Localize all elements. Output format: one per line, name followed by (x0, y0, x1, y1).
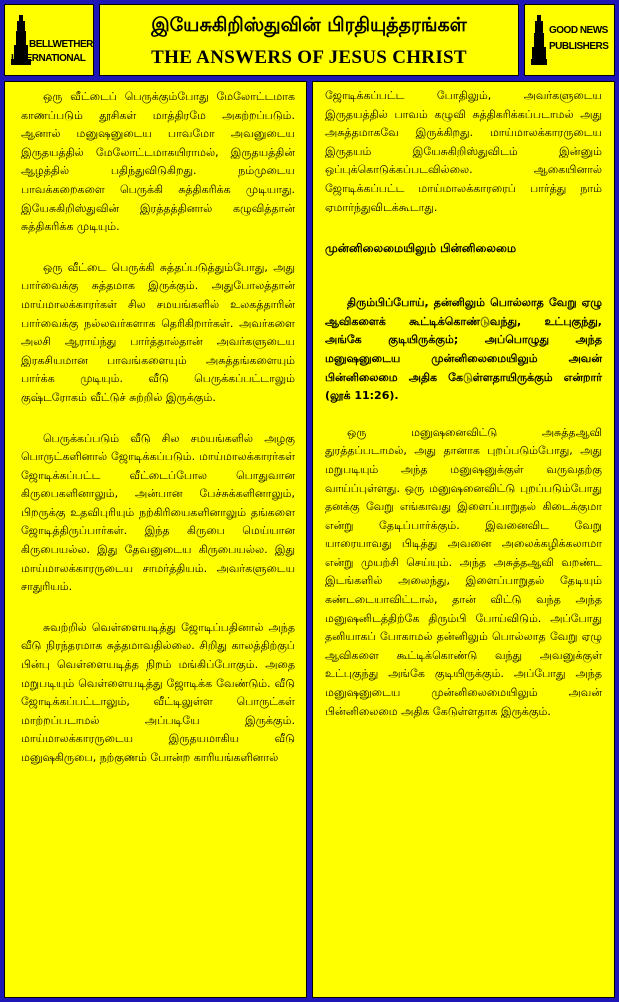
good-news-logo-box (524, 4, 615, 76)
paragraph: ஒரு வீட்டை பெருக்கி சுத்தப்படுத்தும்போது, அது பார்வைக்கு சுத்தமாக இருக்கும். அதுபோலத்தான் மாய்மாலக்காரர்கள் சில சமயங்களில் உலகத்தாரின் பார்வைக்கு நல்லவர்களாக தெரிகிறார்கள். அவர்களை அலசி ஆராய்ந்து பார்த்தால்தான் அவர்களுடைய இரகசியமான பாவங்களையும் அசுத்தங்களையும் பார்க்க முடியும். வீடு பெருக்கப்பட்டாலும் குஷ்டரோகம் வீட்டுச் சுற்றில் இருக்கும். (21, 260, 295, 404)
continuation-paragraph: ஜோடிக்கப்பட்ட போதிலும், அவர்களுடைய இருதயத்தில் பாவம் கழுவி சுத்திகரிக்கப்படாமல் அது அசுத்தமாகவே இருக்கிறது. மாய்மாலக்காரருடைய இருதயம் இயேசுகிறிஸ்துவிடம் இன்னும் ஒப்புக்கொடுக்கப்படவில்லை. ஆகையினால் ஜோடிக்கப்பட்ட மாய்மாலக்காரரைப் பார்த்து நாம் ஏமார்ந்துவிடக்கூடாது. (325, 89, 602, 214)
paragraph: ஒரு மனுஷனைவிட்டு அசுத்தஆவி துரத்தப்படாமல், அது தானாக புறப்படும்போது, அது மறுபடியும் அந்த மனுஷனுக்குள் வருவதற்கு வாய்ப்புள்ளது. ஒரு மனுஷனைவிட்டு புறப்படும்போது தனக்கு வேறு எங்காவது இளைப்பாறுதல் கிடைக்குமா என்று தேடிப்பார்க்கும். இவனைவிட வேறு யாரையாவது பிடித்து அவனை அலைக்கழிக்கலாமா என்று முயற்சி செய்யும். அந்த அசுத்தஆவி வறண்ட இடங்களில் அலைந்து, இளைப்பாறுதல் தேடியும் கண்டடையாவிட்டால், தான் விட்டு வந்த அந்த மனுஷனிடத்திற்கே திரும்பி போய்விடும். அப்போது தனியாகப் போகாமல் தன்னிலும் பொல்லாத வேறு ஏழு ஆவிகளை கூட்டிக்கொண்டு வந்து அவனுக்குள் உட்புகுந்து அங்கே குடியிருக்கும். அப்போது அந்த மனுஷனுடைய முன்னிலைமையிலும் அவன் பின்னிலைமை அதிக கேடுள்ளதாக இருக்கும். (325, 425, 602, 718)
left-column (4, 81, 307, 998)
title-english: THE ANSWERS OF JESUS CHRIST (151, 47, 467, 68)
good-news-logo (531, 13, 608, 67)
title-box (99, 4, 519, 76)
paragraph: சுவற்றில் வெள்ளையடித்து ஜோடிப்பதினால் அந்த வீடு நிரந்தரமாக சுத்தமாவதில்லை. சிறிது காலத்திற்குப் பின்பு வெள்ளையடித்த நிறம் மங்கிப்போகும். அதை மறுபடியும் வெள்ளையடித்து ஜோடிக்க வேண்டும். வீடு ஜோடிக்கப்பட்டாலும், வீட்டிலுள்ள பொருட்கள் மாற்றப்படாமல் அப்படியே இருக்கும். மாய்மாலக்காரருடைய இருதயமாகிய வீடு மனுஷகிருபை, நற்குணம் போன்ற காரியங்களினால் (21, 620, 295, 764)
logo-right-line1: GOOD NEWS (549, 25, 608, 36)
paragraph: ஒரு வீட்டைப் பெருக்கும்போது மேலோட்டமாக காணப்படும் தூசிகள் மாத்திரமே அகற்றப்படும். ஆனால் மனுஷனுடைய பாவமோ அவனுடைய இருதயத்தில் மேலோட்டமாகயிராமல், இருதயத்தின் ஆழத்தில் பதிந்துவிடுகிறது. நம்முடைய பாவக்கறைகளை பெருக்கி சுத்திகரிக்க முடியாது. இயேசுகிறிஸ்துவின் இரத்தத்தினால் கழுவித்தான் சுத்திகரிக்க முடியும். (21, 90, 295, 234)
paragraph: பெருக்கப்படும் வீடு சில சமயங்களில் அழகு பொருட்களினால் ஜோடிக்கப்படும். மாய்மாலக்காரர்கள் ஜோடிக்கப்பட்ட வீட்டைப்போல பொதுவான கிருபைகளினாலும், அன்பான பேச்சுக்களினாலும், பிறருக்கு உதவிபுரியும் நற்கிரியைகளினாலும் தங்களை ஜோடித்திருப்பார்கள். இந்த கிருபை மெய்யான கிருபையல்ல. இது தேவனுடைய கிருபையல்ல. இது மாய்மாலக்காரருடைய சாமர்த்தியம். அவர்களுடைய சாதுரியம். (21, 431, 295, 594)
bellwether-logo-box (4, 4, 94, 76)
logo-left-line2: INTERNATIONAL (11, 53, 86, 64)
bellwether-logo (11, 13, 93, 67)
section-heading: முன்னிலைமையிலும் பின்னிலைமை (325, 241, 517, 256)
logo-right-line2: PUBLISHERS (549, 41, 609, 52)
right-column (312, 81, 615, 998)
title-tamil: இயேசுகிறிஸ்துவின் பிரதியுத்தரங்கள் (151, 14, 467, 36)
scripture-verse: திரும்பிப்போய், தன்னிலும் பொல்லாத வேறு ஏழு ஆவிகளைக் கூட்டிக்கொண்டுவந்து, உட்புகுந்து, அங்கே குடியிருக்கும்; அப்பொழுது அந்த மனுஷனுடைய முன்னிலைமையிலும் அவன் பின்னிலைமை அதிக கேடுள்ளதாயிருக்கும் என்றார் (லூக் 11:26). (325, 296, 602, 403)
tower-icon (531, 13, 547, 65)
logo-left-line1: BELLWETHER (29, 39, 93, 50)
